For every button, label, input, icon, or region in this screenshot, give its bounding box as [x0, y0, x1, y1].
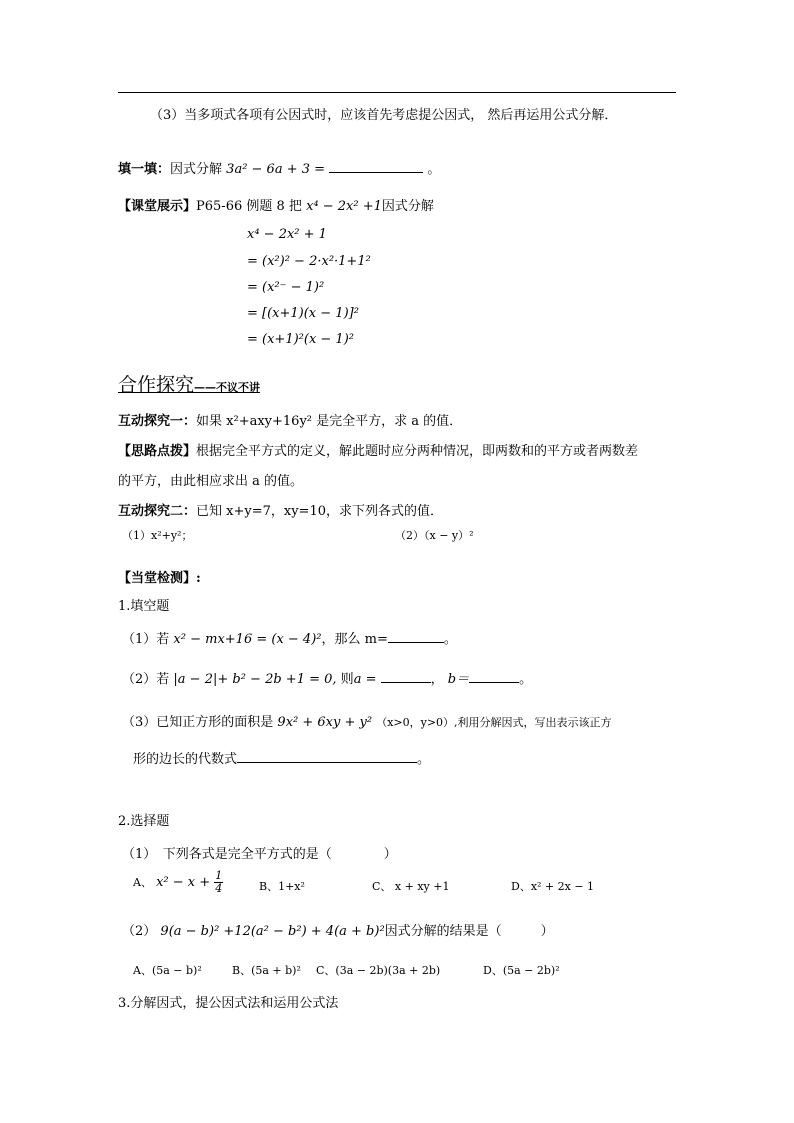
fill-q3-end: 。	[417, 752, 431, 767]
class-show-text: P65-66 例题 8 把	[196, 199, 302, 214]
choice-q1-b: B、1+x²	[259, 880, 305, 893]
fill-q3-blank[interactable]	[237, 750, 417, 763]
coop-heading	[118, 370, 260, 397]
header-rule	[118, 92, 676, 93]
explore-2-q1: （1）x²+y²；	[122, 529, 193, 542]
fill-q3-pre: （3）已知正方形的面积是	[122, 715, 274, 730]
class-show-tail: 因式分解	[381, 199, 434, 214]
fraction-one-quarter	[214, 870, 223, 895]
fill-q2-b: b＝	[447, 672, 470, 687]
fill-q3-line-2	[133, 748, 430, 767]
explore-2-label: 互动探究二：	[118, 504, 197, 519]
step-3: = [(x+1)(x − 1)]²	[247, 306, 359, 321]
check-label: 【当堂检测】:	[118, 571, 201, 586]
fill-q2-a: a =	[353, 672, 377, 687]
choice-q1-options	[133, 870, 223, 895]
fill-one-text: 因式分解	[170, 162, 223, 177]
fill-one-label: 填一填：	[118, 162, 171, 177]
choice-q2-pre: （2）	[122, 924, 157, 939]
hint-label: 【思路点拨】	[118, 444, 197, 459]
fill-q1-pre: （1）若	[122, 632, 170, 647]
hint-text-1: 根据完全平方式的定义，解此题时应分两种情况，即两数和的平方或者两数差	[196, 444, 639, 459]
fill-q2-blank-b[interactable]	[469, 670, 519, 683]
choice-q2	[122, 920, 554, 939]
explore-1-label: 互动探究一：	[118, 414, 197, 429]
choice-q2-expr: 9(a − b)² +12(a² − b²) + 4(a + b)²	[160, 924, 385, 939]
fill-q2-pre: （2）若	[122, 672, 170, 687]
fill-q1-blank[interactable]	[388, 630, 444, 643]
fill-q3-line2-text: 形的边长的代数式	[133, 752, 238, 767]
explore-2-q2: （2）（x − y）²	[395, 529, 474, 542]
rule-3: （3）当多项式各项有公因式时，应该首先考虑提公因式， 然后再运用公式分解．	[150, 108, 618, 123]
step-2: = (x²⁻ − 1)²	[247, 280, 325, 295]
class-show-expr: x⁴ − 2x² +1	[306, 199, 382, 214]
explore-2-text: 已知 x+y=7，xy=10，求下列各式的值．	[196, 504, 443, 519]
fill-one-blank[interactable]	[329, 160, 423, 173]
class-show	[118, 195, 434, 214]
choice-q2-post: 因式分解的结果是（ ）	[384, 924, 554, 939]
fill-one	[118, 158, 440, 177]
explore-1	[118, 410, 462, 429]
fill-q2-end: 。	[519, 672, 533, 687]
explore-2	[118, 500, 443, 519]
choice-q2-b: B、(5a + b)²	[232, 964, 301, 977]
fill-q1-post: ，那么 m=	[321, 632, 388, 647]
fill-q1-end: 。	[443, 632, 457, 647]
choice-q2-c: C、(3a − 2b)(3a + 2b)	[316, 964, 441, 977]
step-4: = (x+1)²(x − 1)²	[247, 332, 354, 347]
fill-q2-then: 则	[340, 672, 354, 687]
explore-1-text: 如果 x²+axy+16y² 是完全平方，求 a 的值．	[196, 414, 463, 429]
section-factor: 3.分解因式，提公因式法和运用公式法	[118, 996, 339, 1011]
coop-title: 合作探究	[118, 374, 195, 396]
fill-q1	[122, 628, 457, 647]
fill-q1-expr: x² − mx+16 = (x − 4)²	[173, 632, 322, 647]
fill-q2: （2）若 |a − 2|+ b² − 2b +1 = 0, 则a = ， b＝ 。	[122, 672, 533, 687]
choice-q2-d: D、(5a − 2b)²	[483, 964, 560, 977]
fill-q2-expr: |a − 2|+ b² − 2b +1 = 0,	[173, 672, 337, 687]
choice-q2-a: A、(5a − b)²	[133, 964, 202, 977]
fill-one-end: 。	[427, 162, 441, 177]
step-1: = (x²)² − 2·x²·1+1²	[247, 254, 371, 269]
fill-q2-blank-a[interactable]	[381, 670, 431, 683]
choice-q1: （1） 下列各式是完全平方式的是（ ）	[122, 847, 397, 862]
choice-q1-a-label: A、	[133, 876, 152, 889]
choice-q1-a-expr: x² − x +	[156, 875, 211, 890]
fill-q3-cond: （x>0，y>0）,利用分解因式，写出表示该正方	[376, 716, 612, 729]
hint-line-2: 的平方，由此相应求出 a 的值。	[118, 474, 304, 489]
fill-q3	[122, 711, 612, 730]
hint-line-1	[118, 440, 638, 459]
fraction-num: 1	[215, 869, 223, 882]
coop-suffix: ——不议不讲	[194, 381, 261, 394]
section-choice: 2.选择题	[118, 814, 170, 829]
fill-q3-expr: 9x² + 6xy + y²	[277, 715, 373, 730]
choice-q1-d: D、x² + 2x − 1	[511, 880, 595, 893]
choice-q1-c: C、 x + xy +1	[372, 880, 450, 893]
section-fill: 1.填空题	[118, 599, 170, 614]
fill-one-expr: 3a² − 6a + 3 =	[226, 162, 326, 177]
fraction-den: 4	[215, 882, 223, 895]
step-0: x⁴ − 2x² + 1	[247, 227, 327, 242]
class-show-label: 【课堂展示】	[118, 199, 197, 214]
